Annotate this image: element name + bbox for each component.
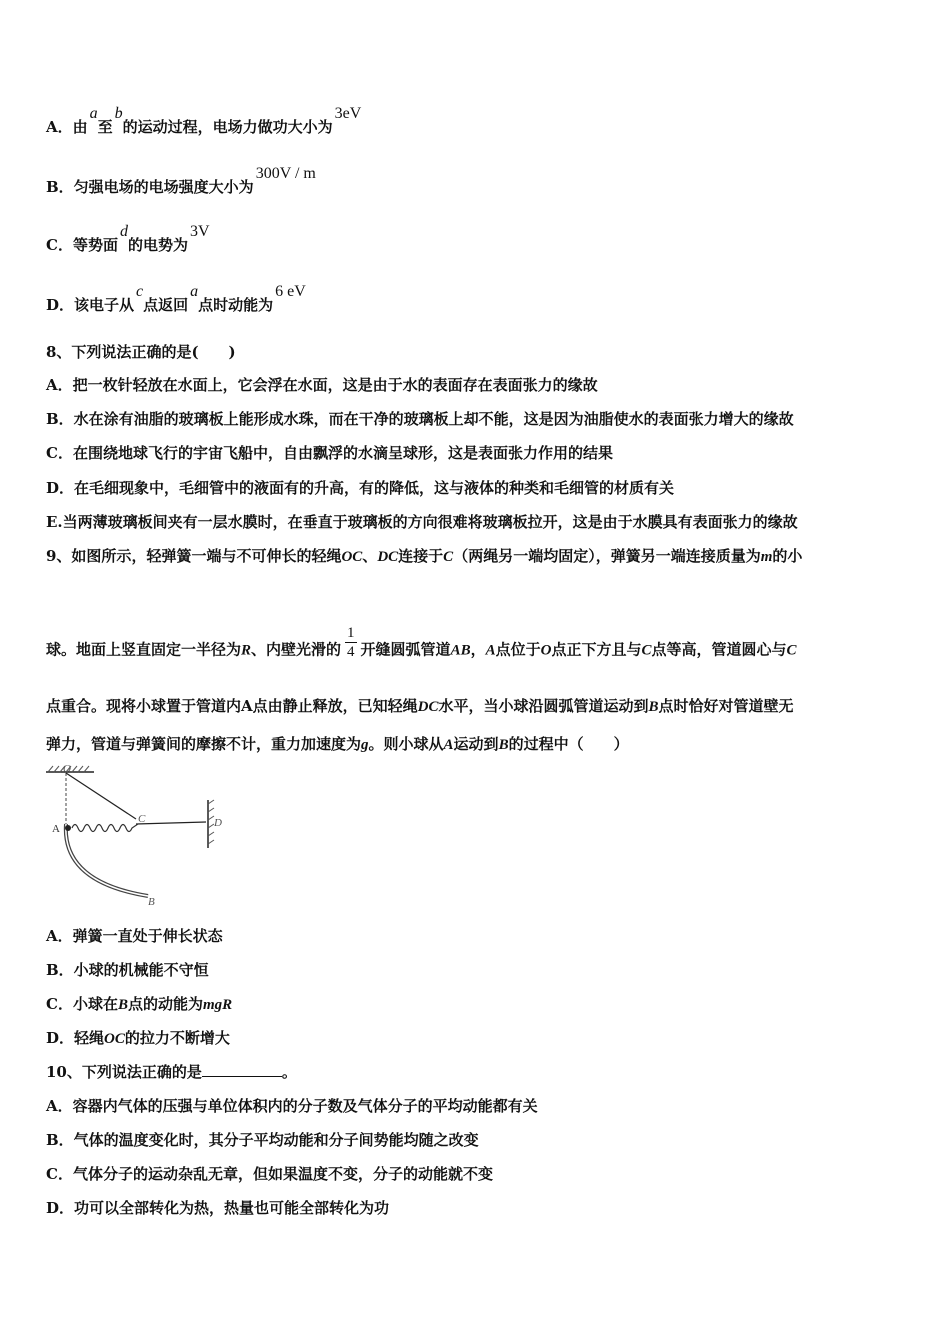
q9-var-g: g: [361, 737, 369, 753]
q7-option-a: [46, 105, 362, 137]
q7-c-value: 3V: [189, 223, 210, 240]
q9-var-r: R: [241, 642, 252, 659]
q9-option-c: [46, 993, 232, 1014]
q8-option-d: D．在毛细现象中，毛细管中的液面有的升高，有的降低，这与液体的种类和毛细管的材质有关: [46, 479, 675, 497]
q7-c-post: 的电势为: [127, 236, 188, 254]
label-d: D: [214, 817, 222, 829]
q10-option-a: A．容器内气体的压强与单位体积内的分子数及气体分子的平均动能都有关: [46, 1097, 538, 1115]
quarter-fraction: [345, 624, 357, 661]
q9-d-var-oc: OC: [104, 1031, 125, 1047]
q9-text: 球。地面上竖直固定一半径为: [46, 640, 242, 659]
q9-var-a: A: [485, 642, 496, 659]
q9-option-d: [46, 1027, 230, 1048]
q7-b-value: 300V / m: [255, 165, 316, 182]
q9-text: 9、如图所示，轻弹簧一端与不可伸长的轻绳: [46, 547, 342, 565]
q9-text: 水平，当小球沿圆弧管道运动到: [438, 697, 649, 715]
q9-var-c: C: [786, 642, 797, 659]
q9-var-m: m: [760, 549, 773, 565]
q7-a-mid: 至: [97, 118, 113, 136]
q7-a-var2: b: [114, 105, 123, 122]
q7-d-var2: a: [190, 283, 199, 300]
q9-var-oc: OC: [341, 549, 363, 565]
q10-stem-end: 。: [281, 1063, 297, 1081]
q7-a-value: 3eV: [334, 105, 362, 122]
q9-text: 点时恰好对管道壁无: [658, 697, 794, 715]
label-a: A: [52, 823, 60, 835]
q9-text: 的小: [772, 547, 803, 565]
label-c: C: [138, 813, 146, 825]
q10-stem-text: 10、下列说法正确的是: [46, 1063, 202, 1081]
q9-text: 。则小球从: [368, 735, 444, 753]
q9-var-b: B: [648, 699, 659, 715]
q9-text: 弹力，管道与弹簧间的摩擦不计，重力加速度为: [46, 735, 362, 753]
q8-stem: 8、下列说法正确的是( ): [46, 343, 236, 361]
ball-a: [65, 825, 71, 831]
q7-d-value: 6 eV: [275, 283, 306, 300]
q9-text: ，: [470, 640, 486, 659]
answer-blank[interactable]: [202, 1062, 282, 1077]
q9-text: 连接于: [398, 547, 444, 565]
q9-var-ab: AB: [450, 642, 471, 659]
q9-c-pre: C．小球在: [46, 995, 118, 1013]
q7-option-b: [46, 165, 316, 197]
q9-stem-line3: [46, 695, 794, 716]
q8-option-e: E.当两薄玻璃板间夹有一层水膜时，在垂直于玻璃板的方向很难将玻璃板拉开，这是由于水膜具有表面张力的缘故: [46, 513, 798, 531]
q9-stem-line2: [46, 625, 797, 669]
q8-option-a: A．把一枚针轻放在水面上，它会浮在水面，这是由于水的表面存在表面张力的缘故: [46, 376, 598, 394]
q8-option-c: C．在围绕地球飞行的宇宙飞船中，自由飘浮的水滴呈球形，这是表面张力作用的结果: [46, 444, 613, 462]
q7-d-mid: 点返回: [143, 296, 189, 314]
q9-text: （两绳另一端均固定），弹簧另一端连接质量为: [453, 547, 761, 565]
q7-a-var1: a: [89, 105, 98, 122]
q9-var-o: O: [540, 642, 552, 659]
q7-b-pre: B．匀强电场的电场强度大小为: [46, 178, 254, 196]
fraction-numerator: 1: [347, 625, 355, 641]
q8-option-b: B．水在涂有油脂的玻璃板上能形成水珠，而在干净的玻璃板上却不能，这是因为油脂使水的表面张力增大的缘故: [46, 410, 794, 428]
q9-text: 点由静止释放，已知轻绳: [252, 697, 418, 715]
q9-text: 点等高，管道圆心与: [651, 640, 787, 659]
spring: [72, 824, 138, 832]
q9-var-a: A: [241, 697, 253, 715]
q9-d-pre: D．轻绳: [46, 1029, 105, 1047]
q10-stem: [46, 1061, 297, 1082]
q9-text: 点正下方且与: [551, 640, 642, 659]
label-o: O: [63, 763, 71, 775]
pipe-arc-inner: [66, 824, 148, 896]
rope-dc: [136, 822, 206, 824]
rope-oc: [66, 773, 136, 819]
q7-c-pre: C．等势面: [46, 236, 118, 254]
q7-d-var1: c: [136, 283, 144, 300]
q9-var-b: B: [498, 737, 509, 753]
q9-text: 点位于: [495, 640, 541, 659]
q9-c-mid: 点的动能为: [127, 995, 203, 1013]
q7-d-pre: D．该电子从: [46, 296, 135, 314]
fraction-denominator: 4: [347, 644, 355, 660]
q9-stem-line1: [46, 545, 802, 566]
q9-stem-line4: [46, 733, 629, 754]
q9-var-a: A: [443, 737, 454, 753]
q9-var-dc: DC: [377, 549, 399, 565]
q9-text: 、内壁光滑的: [251, 640, 342, 659]
q10-option-d: D．功可以全部转化为热，热量也可能全部转化为功: [46, 1199, 390, 1217]
q9-option-a: A．弹簧一直处于伸长状态: [46, 927, 223, 945]
q7-option-d: [46, 283, 306, 315]
q9-option-b: B．小球的机械能不守恒: [46, 961, 209, 979]
q9-var-c: C: [641, 642, 652, 659]
q7-d-post: 点时动能为: [198, 296, 274, 314]
q10-option-b: B．气体的温度变化时，其分子平均动能和分子间势能均随之改变: [46, 1131, 479, 1149]
q9-text: 开缝圆弧管道: [360, 640, 451, 659]
q9-c-value: mgR: [202, 997, 233, 1013]
q7-option-c: [46, 223, 210, 255]
q9-text: 、: [362, 547, 378, 565]
q9-var-c: C: [443, 549, 454, 565]
q9-c-var-b: B: [117, 997, 128, 1013]
q9-text: 点重合。现将小球置于管道内: [46, 697, 242, 715]
q9-text: 运动到: [453, 735, 499, 753]
q9-text: 的过程中（ ）: [508, 735, 629, 753]
q9-spring-pipe-figure: [44, 762, 244, 907]
q9-d-post: 的拉力不断增大: [124, 1029, 230, 1047]
label-b: B: [148, 896, 155, 907]
q10-option-c: C．气体分子的运动杂乱无章，但如果温度不变，分子的动能就不变: [46, 1165, 493, 1183]
q7-a-post: 的运动过程，电场力做功大小为: [122, 118, 333, 136]
q9-var-dc: DC: [417, 699, 439, 715]
q7-a-pre: A．由: [46, 118, 88, 136]
q7-c-var: d: [119, 223, 128, 240]
